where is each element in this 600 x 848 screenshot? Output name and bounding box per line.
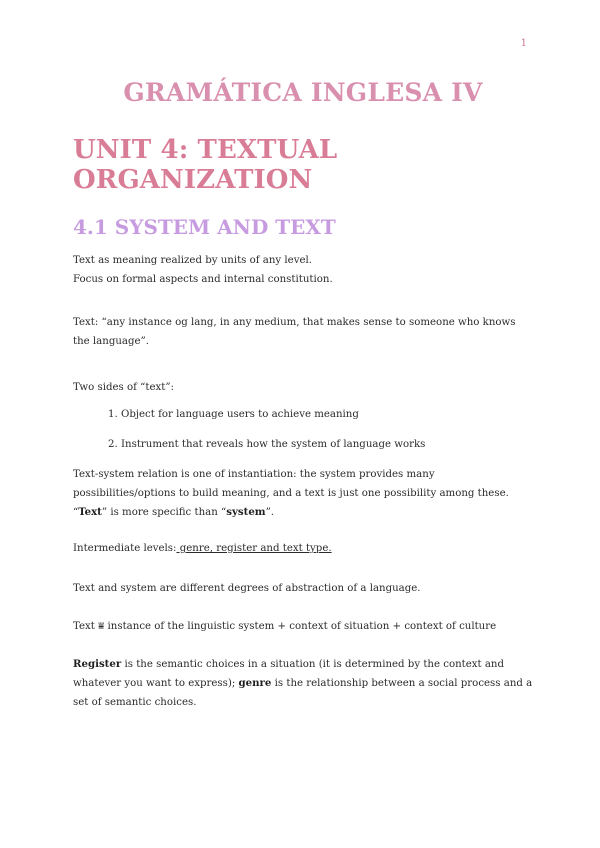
paragraph-register-genre: Register is the semantic choices in a situation (it is determined by the context and whatever you want to express); genre is the relationship between a social process and a set of semantic choices. [73,658,533,708]
paragraph-text-formula: Text ⩸ instance of the linguistic system + context of situation + context of culture [73,621,497,632]
paragraph-focus: Focus on formal aspects and internal constitution. [73,274,333,285]
paragraph-text-meaning: Text as meaning realized by units of any level. [73,255,312,266]
section-title: 4.1 SYSTEM AND TEXT [73,215,336,239]
underlined-levels: genre, register and text type. [176,543,332,554]
list-item: 2. Instrument that reveals how the system of language works [121,435,533,454]
document-body [73,78,533,712]
list-item: 1. Object for language users to achieve meaning [121,405,533,424]
page-number: 1 [520,38,527,49]
paragraph-two-sides: Two sides of “text”: [73,382,174,393]
paragraph-intermediate-levels: Intermediate levels: genre, register and text type. [73,543,332,554]
paragraph-abstraction: Text and system are different degrees of abstraction of a language. [73,583,421,594]
paragraph-instantiation: Text-system relation is one of instantiation: the system provides many possibilities/options to build meaning, and a text is just one possibility among these. [73,469,509,499]
document-title: GRAMÁTICA INGLESA IV [123,78,483,107]
sides-list [73,405,533,454]
unit-title: UNIT 4: TEXTUAL ORGANIZATION [73,135,338,195]
paragraph-text-vs-system: “Text” is more specific than “system”. [73,506,275,518]
bold-text-word: Text [78,506,102,518]
paragraph-text-definition: Text: “any instance og lang, in any medium, that makes sense to someone who knows the language”. [73,317,516,347]
bold-genre-word: genre [238,677,272,689]
bold-register-word: Register [73,658,122,670]
bold-system-word: system [226,506,266,518]
